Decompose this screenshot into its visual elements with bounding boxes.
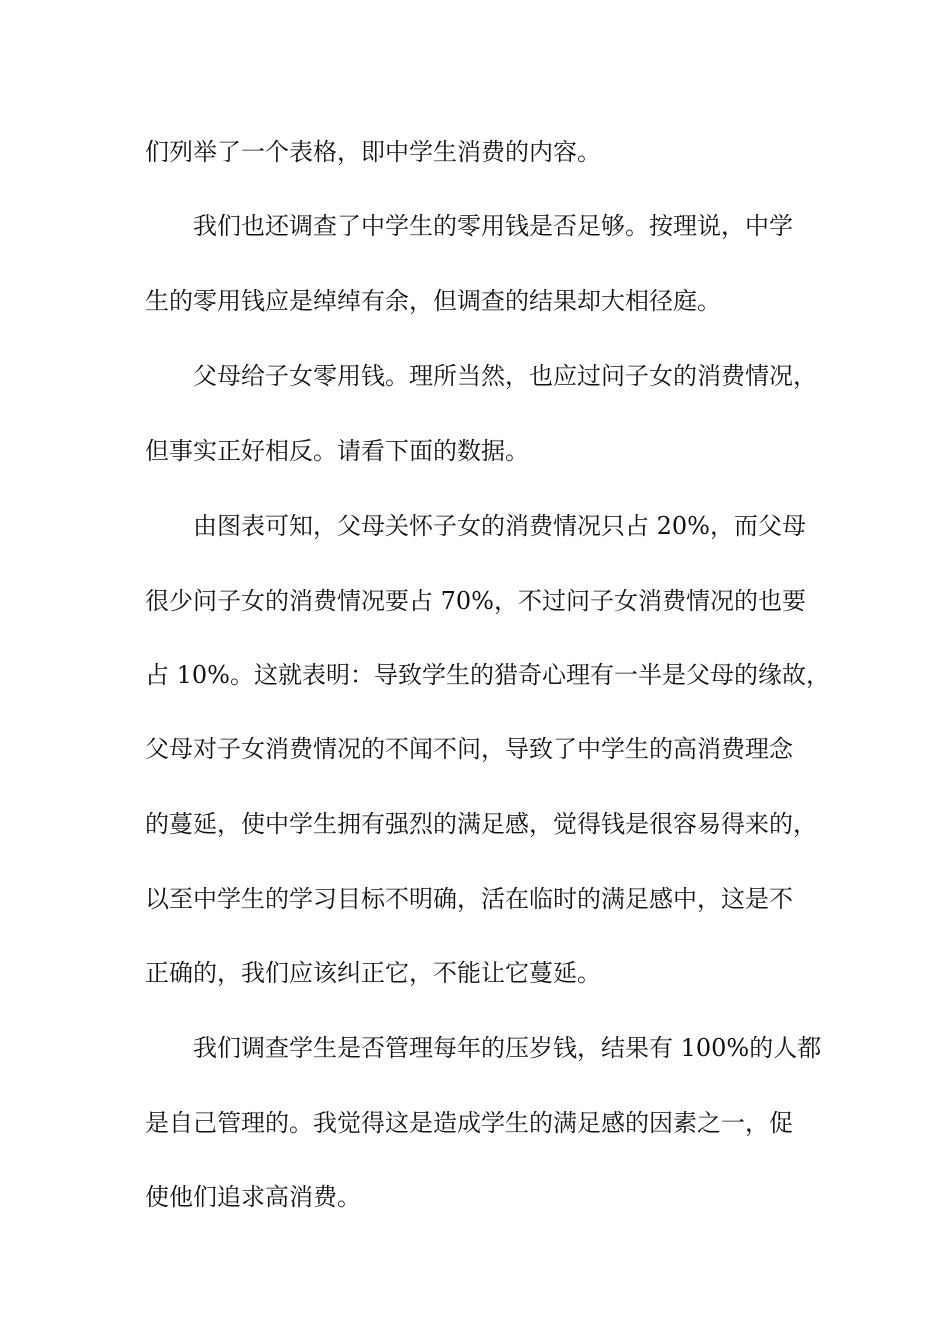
text-line: 的蔓延，使中学生拥有强烈的满足感，觉得钱是很容易得来的， [145, 810, 817, 838]
text-line: 占 10%。这就表明：导致学生的猎奇心理有一半是父母的缘故， [145, 661, 830, 689]
text-line: 父母给子女零用钱。理所当然，也应过问子女的消费情况， [193, 362, 817, 390]
text-line: 使他们追求高消费。 [145, 1183, 361, 1211]
text-line: 很少问子女的消费情况要占 70%，不过问子女消费情况的也要 [145, 587, 806, 615]
text-line: 但事实正好相反。请看下面的数据。 [145, 437, 529, 465]
text-line: 我们也还调查了中学生的零用钱是否足够。按理说，中学 [193, 212, 793, 240]
text-line: 我们调查学生是否管理每年的压岁钱，结果有 100%的人都 [193, 1034, 822, 1062]
text-line: 父母对子女消费情况的不闻不问，导致了中学生的高消费理念 [145, 735, 793, 763]
text-line: 正确的，我们应该纠正它，不能让它蔓延。 [145, 959, 601, 987]
text-line: 以至中学生的学习目标不明确，活在临时的满足感中，这是不 [145, 885, 793, 913]
text-line: 是自己管理的。我觉得这是造成学生的满足感的因素之一，促 [145, 1109, 793, 1137]
text-line: 们列举了一个表格，即中学生消费的内容。 [145, 138, 601, 166]
text-line: 由图表可知，父母关怀子女的消费情况只占 20%，而父母 [193, 512, 806, 540]
text-line: 生的零用钱应是绰绰有余，但调查的结果却大相径庭。 [145, 287, 721, 315]
